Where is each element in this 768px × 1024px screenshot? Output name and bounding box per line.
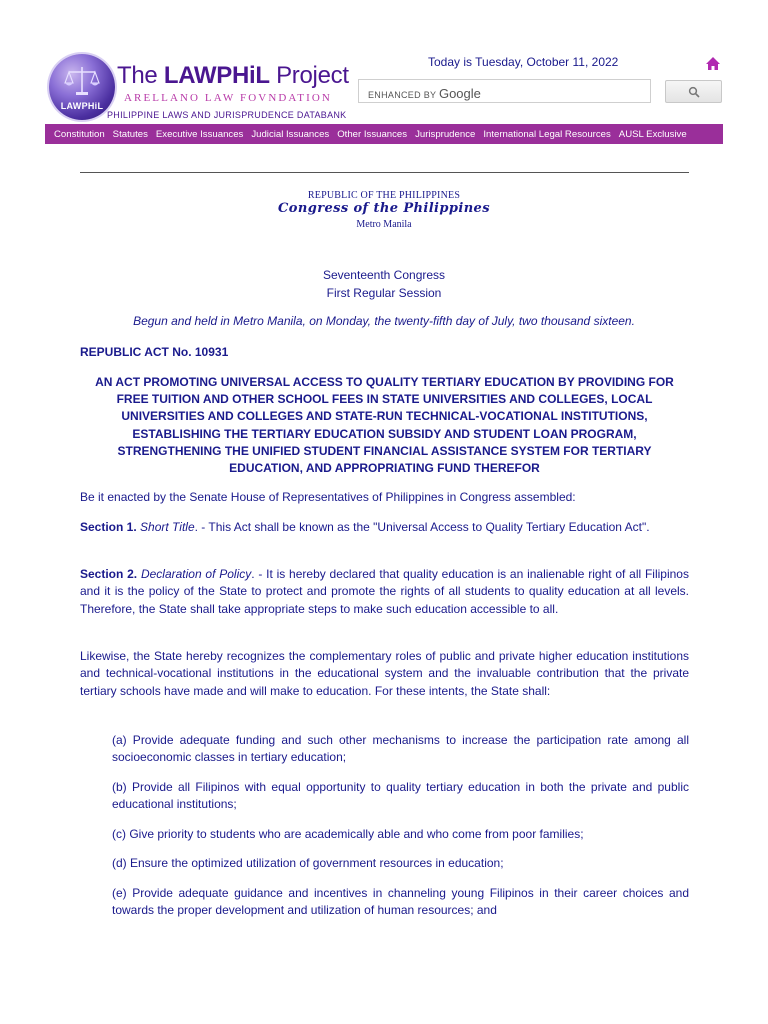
policy-item-b: (b) Provide all Filipinos with equal opportunity to quality tertiary education in both the private and public educational institutions; (112, 780, 689, 812)
search-button[interactable] (665, 80, 722, 103)
republic-heading: REPUBLIC OF THE PHILIPPINES (307, 190, 461, 201)
foundation-name: ARELLANO LAW FOVNDATION (124, 92, 332, 104)
likewise-paragraph: Likewise, the State hereby recognizes the complementary roles of public and private higher education institutions and technical-vocational institutions in the educational system and the invaluable contribution that the private tertiary schools have made and will make to education. For these intents, the State shall: (80, 649, 689, 698)
nav-executive-issuances[interactable]: Executive Issuances (155, 128, 244, 140)
nav-statutes[interactable]: Statutes (112, 128, 148, 140)
enacting-clause: Be it enacted by the Senate House of Representatives of Philippines in Congress assembled: (80, 490, 576, 504)
nav-other-issuances[interactable]: Other Issuances (337, 128, 408, 140)
scales-of-justice-icon (63, 64, 101, 98)
home-icon[interactable] (705, 56, 721, 71)
main-nav (45, 124, 723, 144)
brand-prefix: The (117, 62, 164, 89)
nav-judicial-issuances[interactable]: Judicial Issuances (251, 128, 330, 140)
section-1-label: Section 1. (80, 520, 137, 534)
divider (80, 172, 689, 173)
google-word: Google (438, 86, 481, 101)
policy-item-e: (e) Provide adequate guidance and incentives in channeling young Filipinos in their career choices and towards the proper development and utilization of human resources; and (112, 886, 689, 918)
section-2-label: Section 2. (80, 567, 138, 581)
begun-statement: Begun and held in Metro Manila, on Monday, the twenty-fifth day of July, two thousand sixteen. (133, 314, 635, 328)
section-1 (80, 519, 689, 536)
enhanced-by-google-label (368, 86, 481, 101)
session-info (0, 266, 768, 302)
section-2-text: . - It is hereby declared that quality education is an inalienable right of all Filipinos and it is the policy of the State to protect and promote the rights of all students to quality education at all levels. Therefore, the State shall take appropriate steps to make such education accessible to all. (80, 567, 689, 616)
republic-act-number: REPUBLIC ACT No. 10931 (80, 345, 229, 359)
act-title: AN ACT PROMOTING UNIVERSAL ACCESS TO QUALITY TERTIARY EDUCATION BY PROVIDING FOR FREE TUITION AND OTHER SCHOOL FEES IN STATE UNIVERSITIES AND COLLEGES, LOCAL UNIVERSITIES AND COLLEGES AND STATE-RUN TECHNICAL-VOCATIONAL INSTITUTIONS, ESTABLISHING THE TERTIARY EDUCATION SUBSIDY AND STUDENT LOAN PROGRAM, STRENGTHENING THE UNIFIED STUDENT FINANCIAL ASSISTANCE SYSTEM FOR TERTIARY EDUCATION, AND APPROPRIATING FUND THEREFOR (95, 375, 674, 476)
congress-number: Seventeenth Congress (322, 268, 446, 282)
site-tagline: PHILIPPINE LAWS AND JURISPRUDENCE DATABANK (107, 110, 347, 120)
section-1-text: . - This Act shall be known as the "Universal Access to Quality Tertiary Education Act". (194, 520, 650, 534)
nav-jurisprudence[interactable]: Jurisprudence (415, 128, 476, 140)
nav-ausl-exclusive[interactable]: AUSL Exclusive (618, 128, 687, 140)
search-input[interactable] (469, 82, 648, 102)
enhanced-by-text: ENHANCED BY (368, 90, 437, 100)
metro-manila-heading: Metro Manila (356, 219, 412, 230)
policy-item-a: (a) Provide adequate funding and such other mechanisms to increase the participation rate among all socioeconomic classes in tertiary education; (112, 733, 689, 765)
section-2-heading: Declaration of Policy (140, 567, 252, 581)
congress-heading: Congress of the Philippines (278, 201, 490, 216)
policy-item-d: (d) Ensure the optimized utilization of government resources in education; (112, 856, 504, 870)
regular-session: First Regular Session (326, 286, 442, 300)
nav-international-legal-resources[interactable]: International Legal Resources (483, 128, 611, 140)
today-date: Today is Tuesday, October 11, 2022 (428, 55, 619, 69)
section-2 (80, 566, 689, 618)
search-icon (688, 86, 700, 98)
search-field[interactable] (358, 79, 651, 103)
brand-title[interactable] (117, 64, 349, 88)
brand-suffix: Project (269, 62, 349, 89)
brand-name: LAWPHiL (163, 62, 270, 89)
nav-constitution[interactable]: Constitution (54, 128, 105, 140)
logo-text: LAWPHiL (60, 101, 104, 111)
lawphil-logo[interactable] (49, 54, 115, 120)
section-1-heading: Short Title (140, 520, 195, 534)
policy-item-c: (c) Give priority to students who are academically able and who come from poor families; (112, 827, 584, 841)
